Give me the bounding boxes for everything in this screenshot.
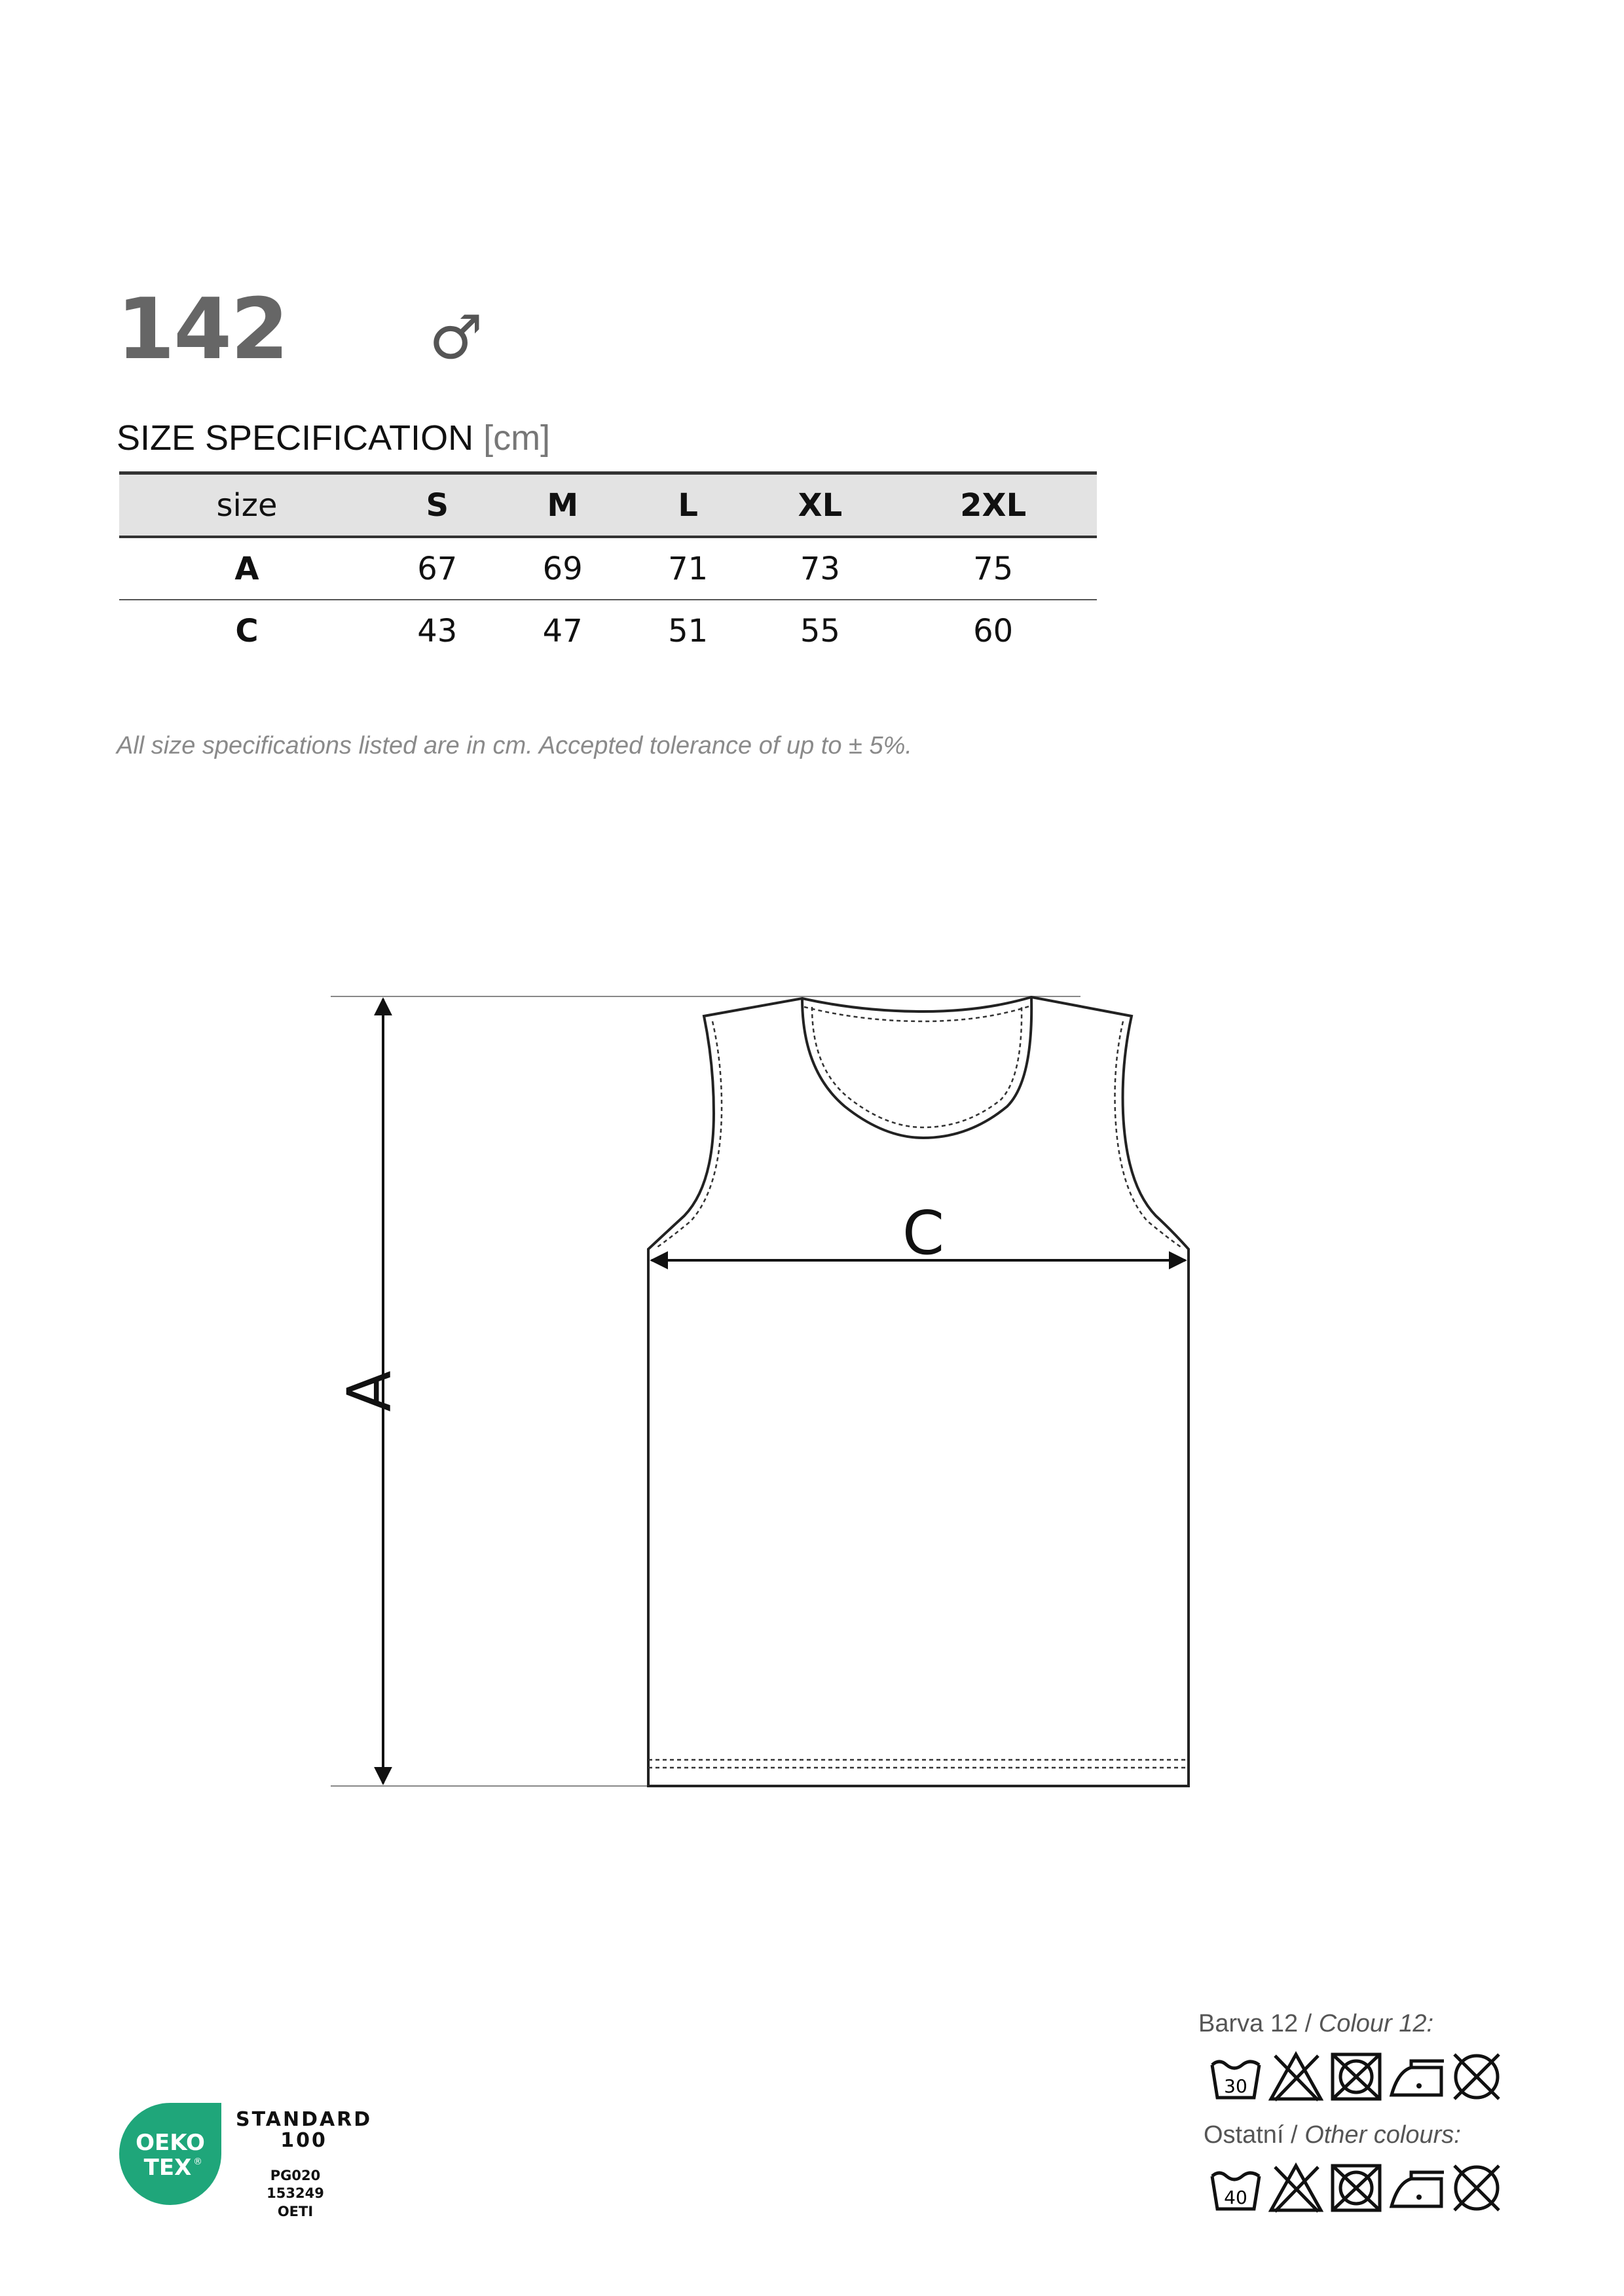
tolerance-note: All size specifications listed are in cm. Accepted tolerance of up to ± 5%.	[117, 732, 912, 759]
column-header-size: size	[216, 486, 278, 524]
spec-heading-title: SIZE SPECIFICATION	[117, 418, 474, 458]
no-tumble-dry-icon	[1329, 2160, 1384, 2215]
no-bleach-icon	[1268, 2049, 1323, 2104]
no-dry-clean-icon	[1449, 2160, 1504, 2215]
cert-institute: OETI	[277, 2203, 314, 2219]
no-bleach-icon	[1268, 2160, 1323, 2215]
colour12-en: Colour 12:	[1318, 2010, 1434, 2037]
table-cell: 60	[973, 612, 1014, 649]
table-cell: 43	[417, 612, 458, 649]
table-cell: 51	[668, 612, 709, 649]
oeko-tex-logo	[118, 2102, 223, 2206]
care-icons-other	[1208, 2160, 1509, 2215]
other-colours-label	[1204, 2121, 1461, 2149]
tex-label: TEX	[143, 2155, 192, 2181]
column-header-xl: XL	[798, 486, 843, 524]
colour12-label	[1198, 2010, 1433, 2038]
iron-low-icon	[1389, 2160, 1444, 2215]
product-code: 142	[117, 281, 288, 378]
column-header-2xl: 2XL	[960, 486, 1027, 524]
table-cell: 73	[800, 550, 840, 587]
column-header-s: S	[426, 486, 449, 524]
standard-line1: STANDARD	[236, 2108, 373, 2131]
table-cell: 47	[542, 612, 583, 649]
male-symbol-icon: ♂	[429, 302, 483, 373]
tank-top-outline	[648, 997, 1189, 1786]
certificate-info	[240, 2167, 351, 2221]
other-colours-en: Other colours:	[1304, 2121, 1461, 2149]
column-header-l: L	[678, 486, 698, 524]
row-label: A	[234, 550, 259, 587]
colour12-cz: Barva 12 /	[1198, 2010, 1312, 2037]
wash-temp-label: 40	[1224, 2187, 1247, 2208]
table-cell: 55	[800, 612, 840, 649]
registered-mark: ®	[193, 2157, 202, 2167]
wash-icon	[1208, 2049, 1263, 2104]
table-cell: 71	[668, 550, 709, 587]
wash-temp-label: 30	[1224, 2075, 1247, 2097]
dimension-c-label: C	[902, 1198, 945, 1268]
dimension-a-label: A	[334, 1370, 405, 1412]
iron-low-icon	[1389, 2049, 1444, 2104]
wash-icon	[1208, 2160, 1263, 2215]
column-header-m: M	[547, 486, 579, 524]
standard-100-label	[236, 2109, 372, 2151]
spec-heading-unit: [cm]	[483, 418, 551, 458]
standard-line2: 100	[280, 2128, 327, 2152]
table-cell: 69	[542, 550, 583, 587]
cert-number: PG020 153249	[267, 2168, 324, 2202]
table-cell: 75	[973, 550, 1014, 587]
no-dry-clean-icon	[1449, 2049, 1504, 2104]
care-icons-colour12	[1208, 2049, 1509, 2104]
oeko-label: OEKO	[136, 2130, 205, 2156]
other-colours-cz: Ostatní /	[1204, 2121, 1298, 2149]
no-tumble-dry-icon	[1329, 2049, 1384, 2104]
table-cell: 67	[417, 550, 458, 587]
row-label: C	[235, 612, 259, 649]
